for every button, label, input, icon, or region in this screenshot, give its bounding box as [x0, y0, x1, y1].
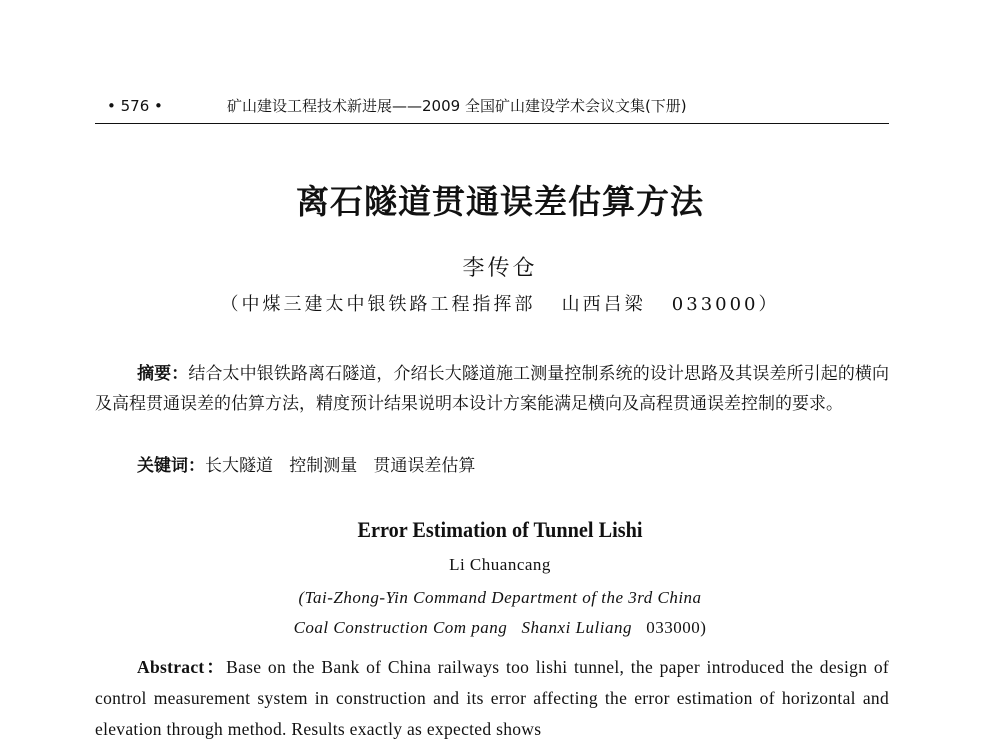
page-number: • 576 •: [107, 97, 163, 115]
affiliation-en-line2: [0, 613, 1000, 643]
abstract-label-en: Abstract：: [137, 657, 227, 677]
author-cn: 李传仓: [462, 256, 538, 281]
keywords-cn: [137, 452, 889, 480]
author-en: Li Chuancang: [449, 555, 551, 574]
keywords-label-cn: 关键词：: [137, 456, 205, 476]
abstract-text-en: Base on the Bank of China railways too lishi tunnel, the paper introduced the design of control measurement system in construction and its error affecting the error estimation of horizontal and elevation through method. Results exactly as expected shows: [95, 657, 890, 739]
abstract-label-cn: 摘要：: [137, 364, 189, 384]
affiliation-en-line1: (Tai-Zhong-Yin Command Department of the 3rd China: [298, 588, 702, 607]
affiliation-en: [0, 583, 1000, 643]
affiliation-cn: （中煤三建太中银铁路工程指挥部 山西吕梁 033000）: [220, 294, 780, 315]
keywords-text-cn: 长大隧道 控制测量 贯通误差估算: [205, 456, 476, 476]
abstract-cn: [95, 359, 889, 419]
article-title-cn: 离石隧道贯通误差估算方法: [296, 182, 704, 221]
journal-title: 矿山建设工程技术新进展——2009 全国矿山建设学术会议文集(下册): [227, 97, 687, 115]
running-header: [95, 96, 889, 116]
abstract-text-cn: 结合太中银铁路离石隧道，介绍长大隧道施工测量控制系统的设计思路及其误差所引起的横向及高程贯通误差的估算方法，精度预计结果说明本设计方案能满足横向及高程贯通误差控制的要求。: [95, 364, 890, 414]
abstract-en: [95, 652, 889, 745]
article-title-en: Error Estimation of Tunnel Lishi: [357, 517, 643, 542]
affiliation-en-line2-text: Coal Construction Com pang Shanxi Luliang: [293, 618, 632, 637]
affiliation-en-postcode: 033000): [631, 618, 707, 637]
header-rule: [95, 123, 889, 124]
